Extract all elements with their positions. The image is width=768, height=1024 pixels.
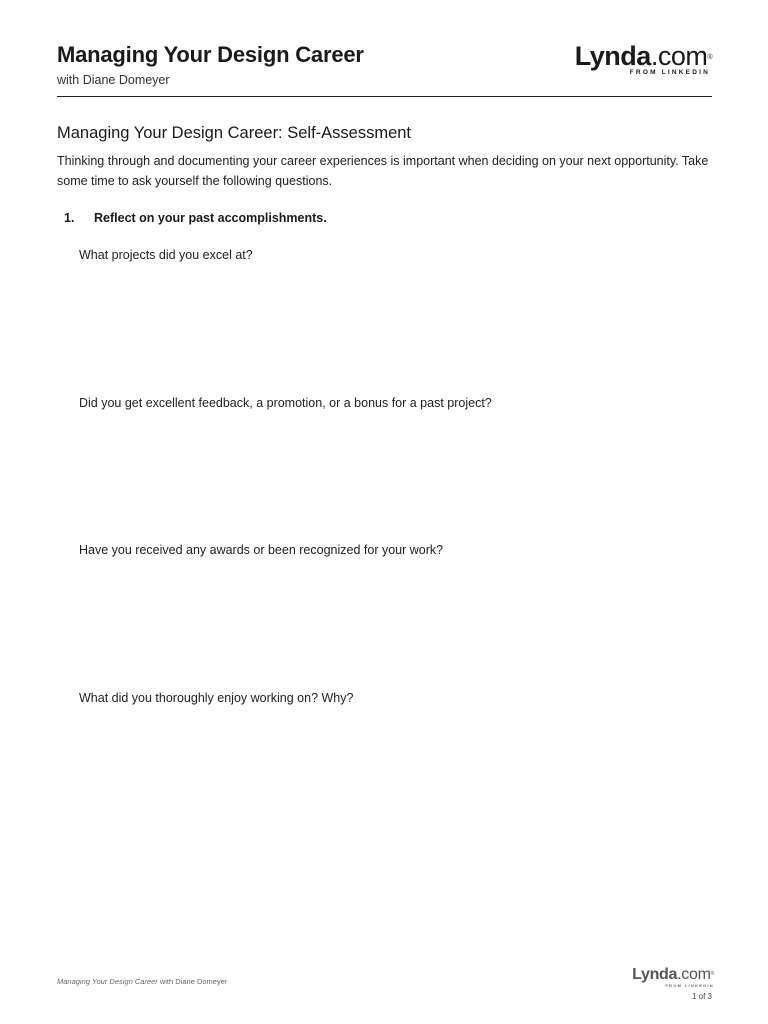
footer-credit <box>57 977 227 986</box>
footer-logo-tagline: FROM LINKEDIN <box>665 983 714 988</box>
logo-registered-mark: ® <box>707 54 712 61</box>
logo-wordmark <box>575 42 712 70</box>
question-4: What did you thoroughly enjoy working on? Why? <box>79 691 354 705</box>
footer-logo-wordmark <box>632 966 714 983</box>
document-subtitle: with Diane Domeyer <box>57 73 170 87</box>
list-item-heading-text: Reflect on your past accomplishments. <box>94 211 327 225</box>
footer-logo-registered-mark: ® <box>710 971 714 977</box>
footer-author: with Diane Domeyer <box>157 977 228 986</box>
footer-lynda-logo <box>632 966 714 988</box>
page-number: 1 of 3 <box>691 992 712 1001</box>
footer-course-title: Managing Your Design Career <box>57 977 158 986</box>
footer-logo-domain: .com <box>677 966 711 983</box>
question-1: What projects did you excel at? <box>79 248 253 262</box>
document-header <box>57 42 712 97</box>
list-item-number: 1. <box>64 211 75 225</box>
logo-domain: .com <box>650 41 708 71</box>
intro-paragraph: Thinking through and documenting your career experiences is important when deciding on your next opportunity. Take some time to ask yourself the following questions. <box>57 154 709 188</box>
question-2: Did you get excellent feedback, a promotion, or a bonus for a past project? <box>79 396 492 410</box>
document-title: Managing Your Design Career <box>57 42 364 67</box>
question-3: Have you received any awards or been recognized for your work? <box>79 543 444 557</box>
list-item-heading <box>64 211 327 225</box>
section-title: Managing Your Design Career: Self-Assessment <box>57 124 412 142</box>
logo-brand: Lynda <box>574 41 651 71</box>
lynda-logo <box>575 42 712 76</box>
footer-logo-brand: Lynda <box>632 966 678 983</box>
logo-tagline: FROM LINKEDIN <box>629 69 710 76</box>
